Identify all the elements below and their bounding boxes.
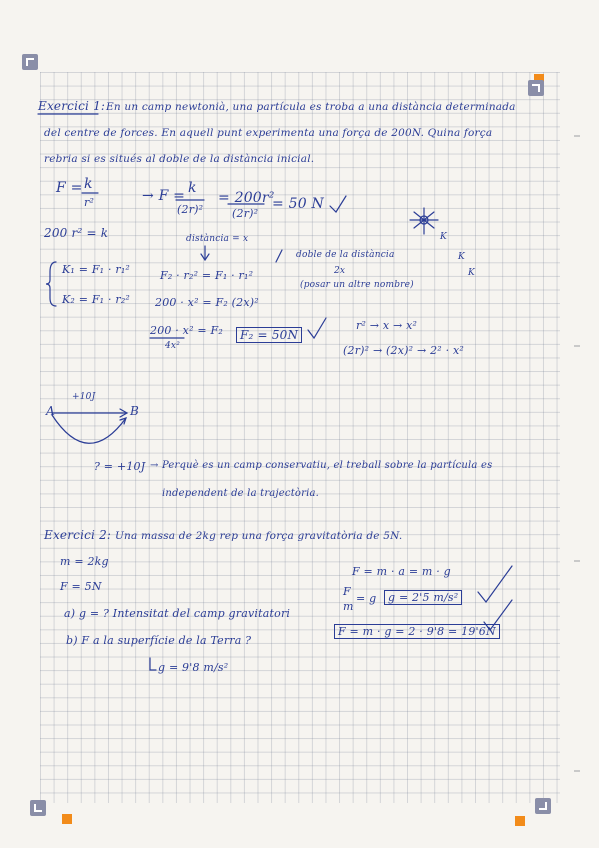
formula-eq-200: = 200r² [218, 190, 275, 206]
perforation-mark [574, 345, 580, 347]
exercise1-line3: rebria si es situés al doble de la distància inicial. [44, 153, 315, 165]
explanation-line2: independent de la trajectòria. [162, 488, 320, 499]
formula-200rk: 200 r² = k [44, 226, 109, 240]
formula-k: k [84, 176, 93, 192]
perforation-mark [574, 770, 580, 772]
k2-eq: K₂ = F₁ · r₂² [62, 293, 131, 306]
corner-marker-top-right-icon [528, 80, 544, 96]
distance-note: distància = x [186, 234, 249, 244]
r2x-note-2: (2r)² → (2x)² → 2² · x² [343, 344, 464, 357]
exercise1-line1: En un camp newtonià, una partícula es troba a una distància determinada [106, 101, 516, 113]
perforation-mark [574, 135, 580, 137]
point-a: A [46, 404, 55, 418]
arc-label: +10J [72, 392, 96, 402]
ex2-eq2-num: F [343, 585, 351, 598]
corner-marker-bottom-left-icon [30, 800, 46, 816]
k-label: K [440, 232, 447, 242]
ex2-eq1: F = m · a = m · g [352, 565, 451, 578]
exercise2-title: Exercici 2: [44, 528, 112, 542]
exercise2-statement: Una massa de 2kg rep una força gravitatòria de 5N. [115, 530, 403, 542]
left-margin [0, 0, 40, 848]
ex2-eq2-rest: = g [356, 592, 377, 605]
double-note: doble de la distància [296, 250, 395, 260]
exercise1-line2: del centre de forces. En aquell punt experimenta una força de 200N. Quina força [44, 127, 493, 139]
formula-arrow-f: → F = [142, 188, 186, 204]
ex2-f: F = 5N [60, 580, 102, 593]
formula-r2: r² [84, 196, 95, 209]
ex2-qa: a) g = ? Intensitat del camp gravitatori [64, 607, 291, 620]
formula-eq-50: = 50 N [272, 196, 324, 212]
k1-eq: K₁ = F₁ · r₁² [62, 263, 131, 276]
corner-marker-bottom-right-icon [535, 798, 551, 814]
formula-k2: k [188, 180, 197, 196]
ex2-eq3: F = m · g = 2 · 9'8 = 19'6N [334, 624, 500, 639]
corner-marker-top-left-icon [22, 54, 38, 70]
formula-f-label: F = [56, 180, 83, 196]
ex2-g-note: g = 9'8 m/s² [158, 661, 229, 674]
exercise1-title: Exercici 1: [38, 99, 106, 113]
ex2-m: m = 2kg [60, 555, 109, 568]
q-value: ? = +10J [94, 460, 146, 473]
ex2-eq2-result: g = 2'5 m/s² [384, 590, 462, 605]
bottom-margin [0, 803, 599, 848]
right-margin [560, 0, 599, 848]
eq-fr: F₂ · r₂² = F₁ · r₁² [160, 269, 254, 282]
explanation-line1: → Perquè es un camp conservatiu, el treball sobre la partícula es [150, 460, 493, 471]
formula-2r2: (2r)² [177, 203, 204, 216]
perforation-mark [574, 560, 580, 562]
k-label-c: K [468, 268, 475, 278]
eq-frac-den: 4x² [165, 341, 181, 351]
ex2-qb: b) F a la superfície de la Terra ? [66, 634, 252, 647]
r2x-note: r² → x → x² [356, 319, 418, 332]
formula-eq-2r2: (2r)² [232, 207, 259, 220]
eq-200x: 200 · x² = F₂ (2x)² [155, 296, 259, 309]
k-label-b: K [458, 252, 465, 262]
eq-frac-num: 200 · x² = F₂ [150, 324, 223, 337]
point-b: B [130, 404, 140, 418]
note-2x: 2x [334, 266, 346, 276]
ex2-eq2-den: m [343, 600, 354, 613]
top-margin [0, 0, 599, 72]
other-name-note: (posar un altre nombre) [300, 280, 414, 290]
result-f2: F₂ = 50N [236, 327, 302, 343]
